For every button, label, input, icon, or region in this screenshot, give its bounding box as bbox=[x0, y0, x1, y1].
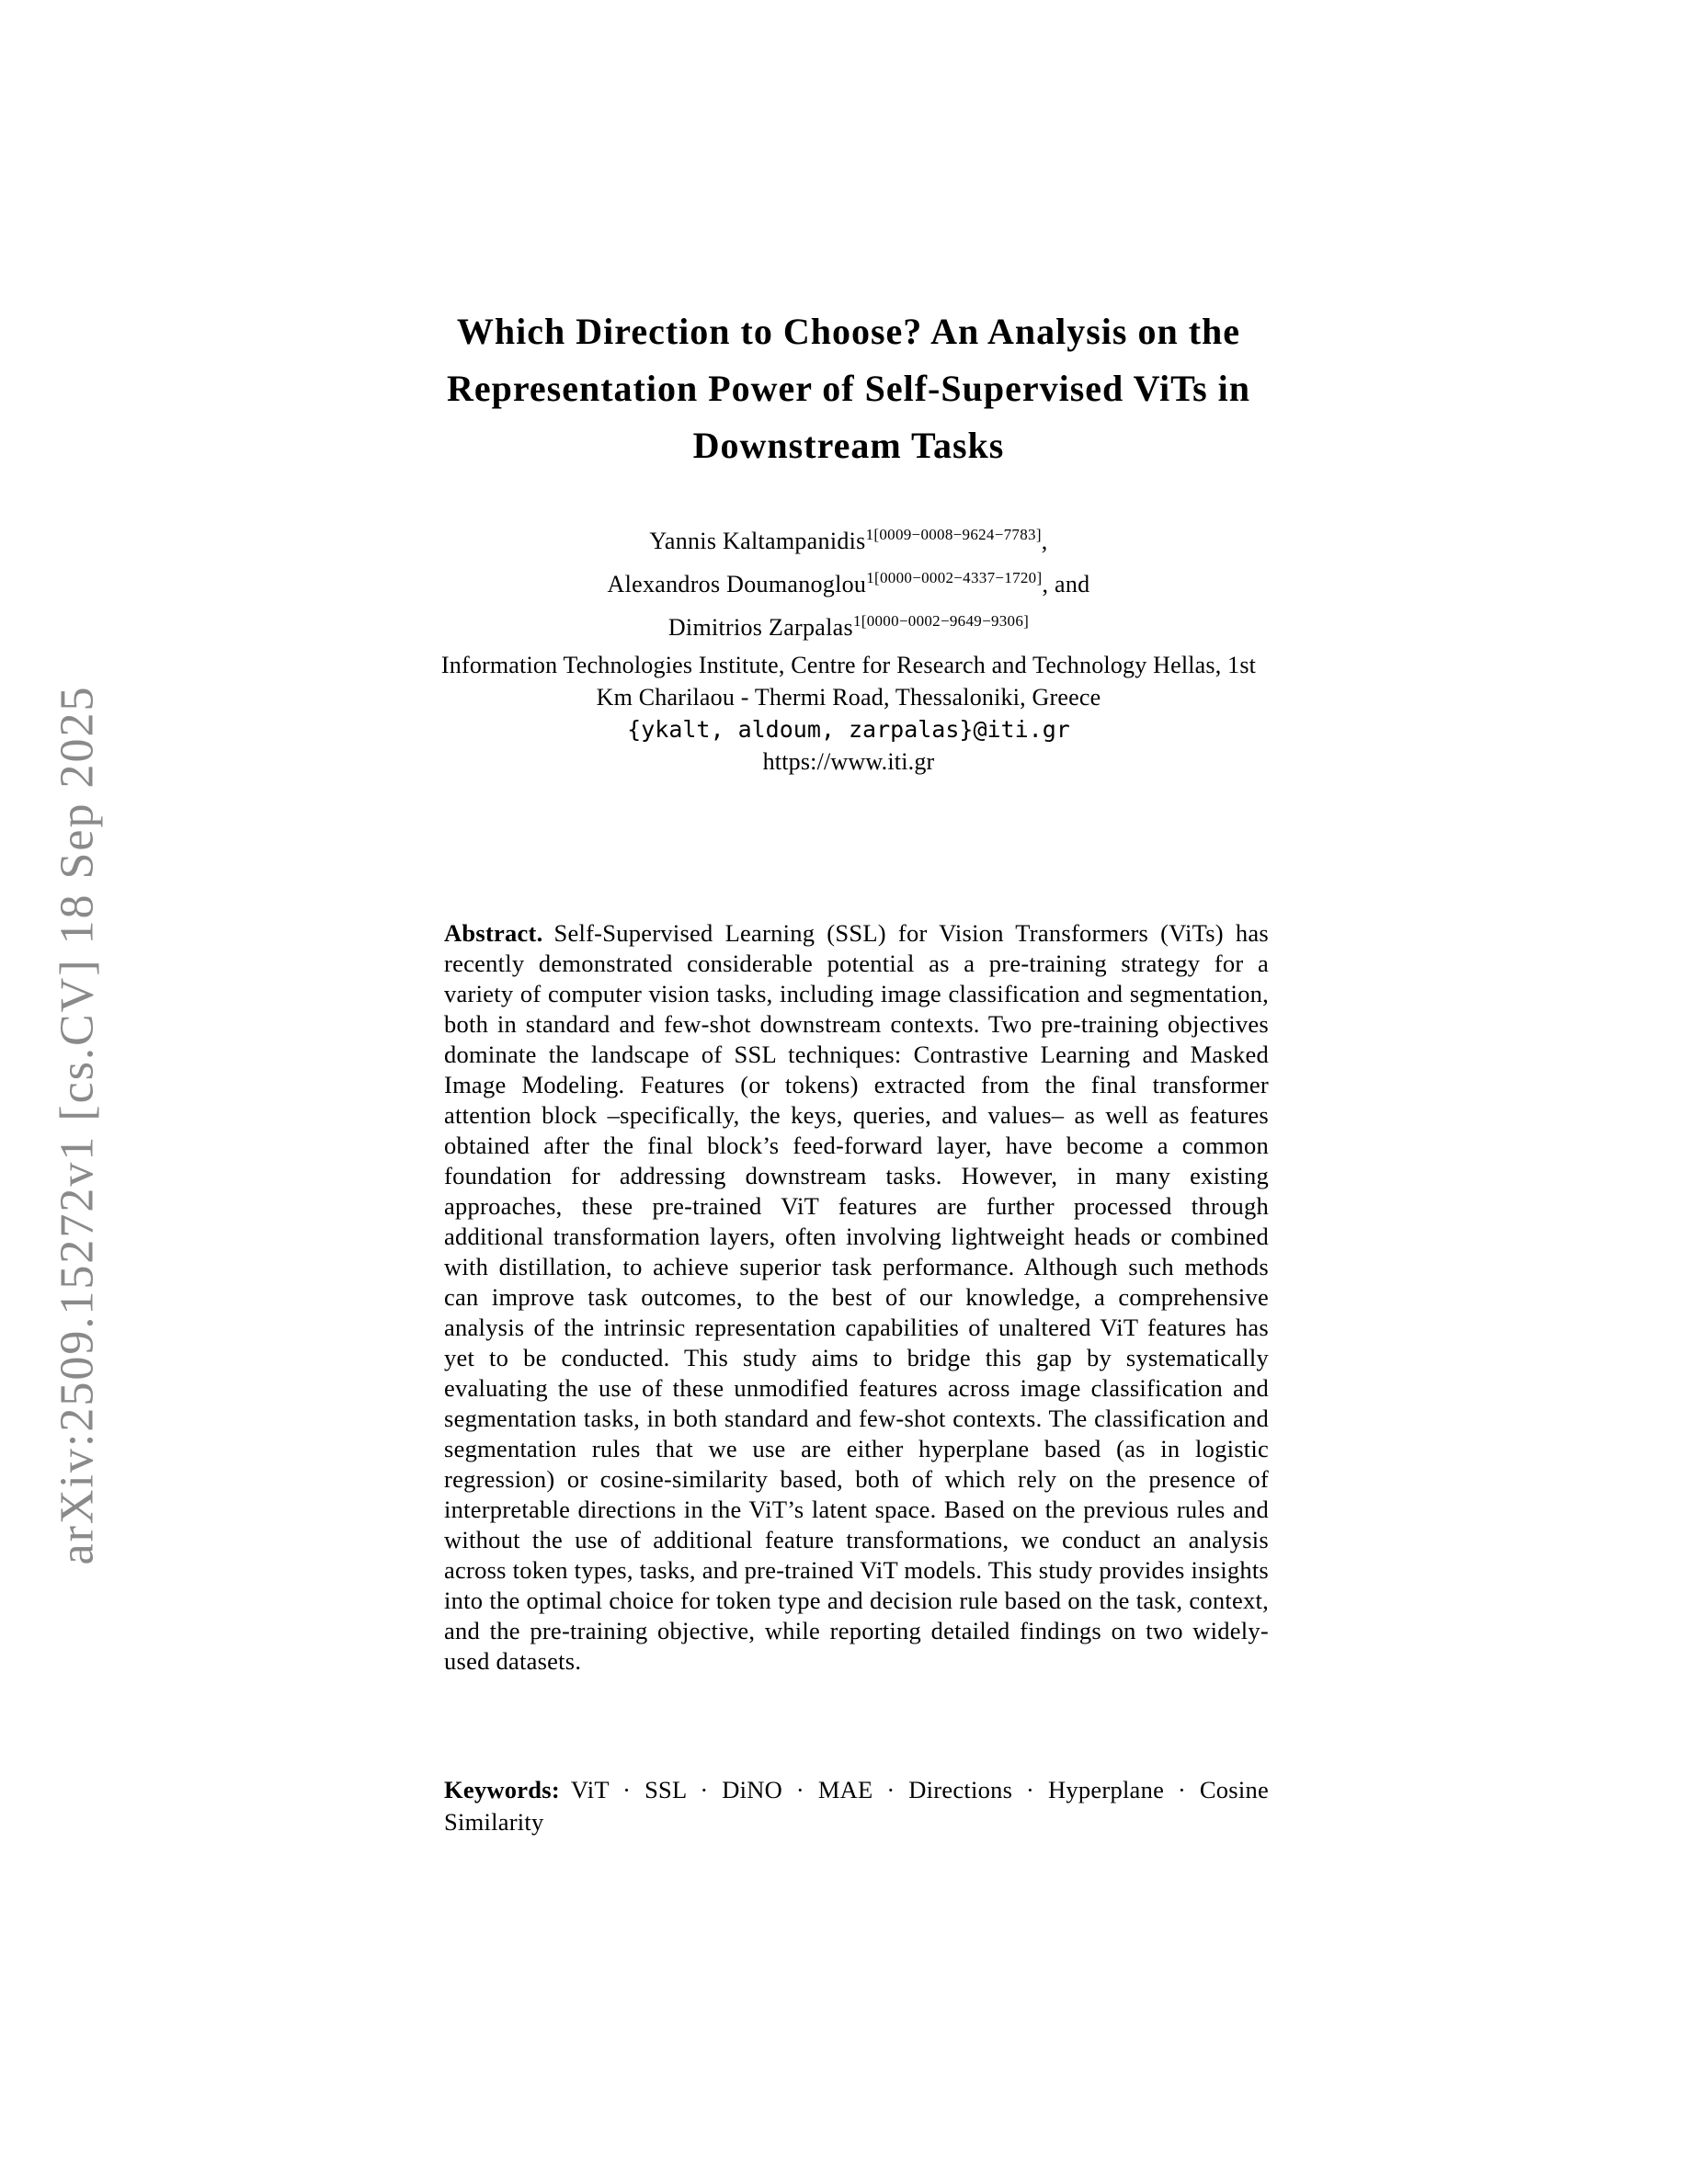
affiliation-block bbox=[361, 649, 1336, 778]
author-line bbox=[371, 603, 1327, 646]
author-orcid-superscript: 1[0000−0002−4337−1720] bbox=[866, 569, 1043, 586]
abstract-section bbox=[444, 918, 1269, 1677]
author-name: Dimitrios Zarpalas bbox=[667, 614, 853, 641]
keywords-list: ViT · SSL · DiNO · MAE · Directions · Hyperplane · Cosine Similarity bbox=[444, 1776, 1269, 1836]
author-separator: , bbox=[1041, 528, 1048, 554]
keywords-label: Keywords: bbox=[444, 1776, 560, 1803]
authors-block bbox=[371, 517, 1327, 646]
keywords-section bbox=[444, 1774, 1269, 1838]
affiliation-address-line: Km Charilaou - Thermi Road, Thessaloniki, Greece bbox=[596, 684, 1101, 711]
author-orcid-superscript: 1[0000−0002−9649−9306] bbox=[852, 612, 1030, 630]
abstract-text: Self-Supervised Learning (SSL) for Vision Transformers (ViTs) has recently demonstrated considerable potential as a pre-training strategy for a variety of computer vision tasks, including image classification and segmentation, both in standard and few-shot downstream contexts. Two pre-training objectives dominate the landscape of SSL techniques: Contrastive Learning and Masked Image Modeling. Features (or tokens) extracted from the final transformer attention block –specifically, the keys, queries, and values– as well as features obtained after the final block’s feed-forward layer, have become a common foundation for addressing downstream tasks. However, in many existing approaches, these pre-trained ViT features are further processed through additional transformation layers, often involving lightweight heads or combined with distillation, to achieve superior task performance. Although such methods can improve task outcomes, to the best of our knowledge, a comprehensive analysis of the intrinsic representation capabilities of unaltered ViT features has yet to be conducted. This study aims to bridge this gap by systematically evaluating the use of these unmodified features across image classification and segmentation tasks, in both standard and few-shot contexts. The classification and segmentation rules that we use are either hyperplane based (as in logistic regression) or cosine-similarity based, both of which rely on the presence of interpretable directions in the ViT’s latent space. Based on the previous rules and without the use of additional feature transformations, we conduct an analysis across token types, tasks, and pre-trained ViT models. This study provides insights into the optimal choice for token type and decision rule based on the task, context, and the pre-training objective, while reporting detailed findings on two widely-used datasets. bbox=[444, 919, 1269, 1675]
author-line bbox=[371, 560, 1327, 603]
author-name: Yannis Kaltampanidis bbox=[649, 528, 866, 554]
paper-title: Which Direction to Choose? An Analysis on the Representation Power of Self-Supervised ViTs in Downstream Tasks bbox=[446, 311, 1251, 466]
author-line bbox=[371, 517, 1327, 560]
author-separator: , and bbox=[1042, 571, 1090, 597]
abstract-label: Abstract. bbox=[444, 919, 543, 947]
contact-email: {ykalt, aldoum, zarpalas}@iti.gr bbox=[627, 716, 1070, 743]
author-name: Alexandros Doumanoglou bbox=[607, 571, 867, 597]
affiliation-address-line: Information Technologies Institute, Centre for Research and Technology Hellas, 1st bbox=[440, 652, 1257, 678]
arxiv-watermark: arXiv:2509.15272v1 [cs.CV] 18 Sep 2025 bbox=[51, 685, 104, 1565]
author-orcid-superscript: 1[0009−0008−9624−7783] bbox=[865, 526, 1042, 543]
institute-url[interactable]: https://www.iti.gr bbox=[762, 748, 935, 775]
